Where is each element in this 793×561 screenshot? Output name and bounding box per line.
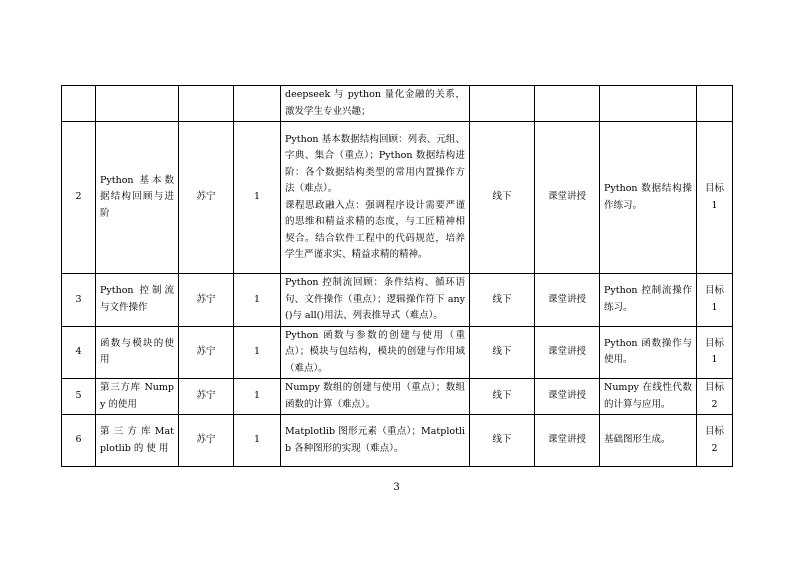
row-topic: 第 三 方 库 Matplotlib 的 使 用 [96,415,179,467]
row-topic [96,86,179,122]
row-hours: 1 [234,326,281,379]
row-method: 课堂讲授 [535,122,600,274]
row-target: 目标 1 [697,274,733,327]
row-topic: 第三方库 Numpy 的使用 [96,379,179,415]
page-number: 3 [393,482,400,493]
row-teacher: 苏宁 [179,379,234,415]
row-hours [234,86,281,122]
row-hours: 1 [234,274,281,327]
table-row [62,274,733,327]
row-topic: Python 控制流与文件操作 [96,274,179,327]
row-content: deepseek 与 python 量化金融的关系，激发学生专业兴趣； [281,86,470,122]
row-number: 5 [62,379,96,415]
row-target: 目标 2 [697,415,733,467]
row-number: 6 [62,415,96,467]
row-content [281,122,470,274]
row-content: Python 函数与参数的创建与使用（重点）；模块与包结构，模块的创建与作用域（难点）。 [281,326,470,379]
table-row [62,326,733,379]
row-mode: 线下 [470,122,535,274]
row-method: 课堂讲授 [535,379,600,415]
row-teacher [179,86,234,122]
row-mode: 线下 [470,326,535,379]
row-method: 课堂讲授 [535,274,600,327]
row-target: 目标 2 [697,379,733,415]
row-practice: Python 数据结构操作练习。 [600,122,697,274]
row-topic: Python 基本数据结构回顾与进阶 [96,122,179,274]
row-content: Python 控制流回顾：条件结构、循环语句、文件操作（重点）；逻辑操作符下 any()与 all()用法、列表推导式（难点）。 [281,274,470,327]
table-row [62,415,733,467]
row-teacher: 苏宁 [179,122,234,274]
row-practice: Python 函数操作与使用。 [600,326,697,379]
row-method [535,86,600,122]
row-topic: 函数与模块的使用 [96,326,179,379]
row-mode: 线下 [470,379,535,415]
row-target: 目标 1 [697,326,733,379]
course-schedule-table [61,85,733,467]
row-practice: Numpy 在线性代数的计算与应用。 [600,379,697,415]
content-ideology: 课程思政融入点：强调程序设计需要严谨的思维和精益求精的态度，与工匠精神相契合。结合软件工程中的代码规范，培养学生严谨求实、精益求精的精神。 [285,199,465,260]
row-content: Numpy 数组的创建与使用（重点）；数组函数的计算（难点）。 [281,379,470,415]
row-teacher: 苏宁 [179,274,234,327]
row-mode: 线下 [470,415,535,467]
row-hours: 1 [234,415,281,467]
content-main: Python 基本数据结构回顾：列表、元组、字典、集合（重点）；Python 数据结构进阶：各个数据结构类型的常用内置操作方法（难点）。 [285,133,465,194]
row-content: Matplotlib 图形元素（重点）；Matplotlib 各种图形的实现（难点）。 [281,415,470,467]
table-row [62,86,733,122]
row-target [697,86,733,122]
row-mode [470,86,535,122]
row-hours: 1 [234,122,281,274]
row-teacher: 苏宁 [179,326,234,379]
table-row [62,122,733,274]
row-teacher: 苏宁 [179,415,234,467]
row-number: 2 [62,122,96,274]
row-number [62,86,96,122]
row-practice: Python 控制流操作练习。 [600,274,697,327]
row-number: 4 [62,326,96,379]
row-mode: 线下 [470,274,535,327]
row-practice [600,86,697,122]
row-target: 目标 1 [697,122,733,274]
row-number: 3 [62,274,96,327]
row-method: 课堂讲授 [535,326,600,379]
row-practice: 基础图形生成。 [600,415,697,467]
row-method: 课堂讲授 [535,415,600,467]
table-row [62,379,733,415]
row-hours: 1 [234,379,281,415]
